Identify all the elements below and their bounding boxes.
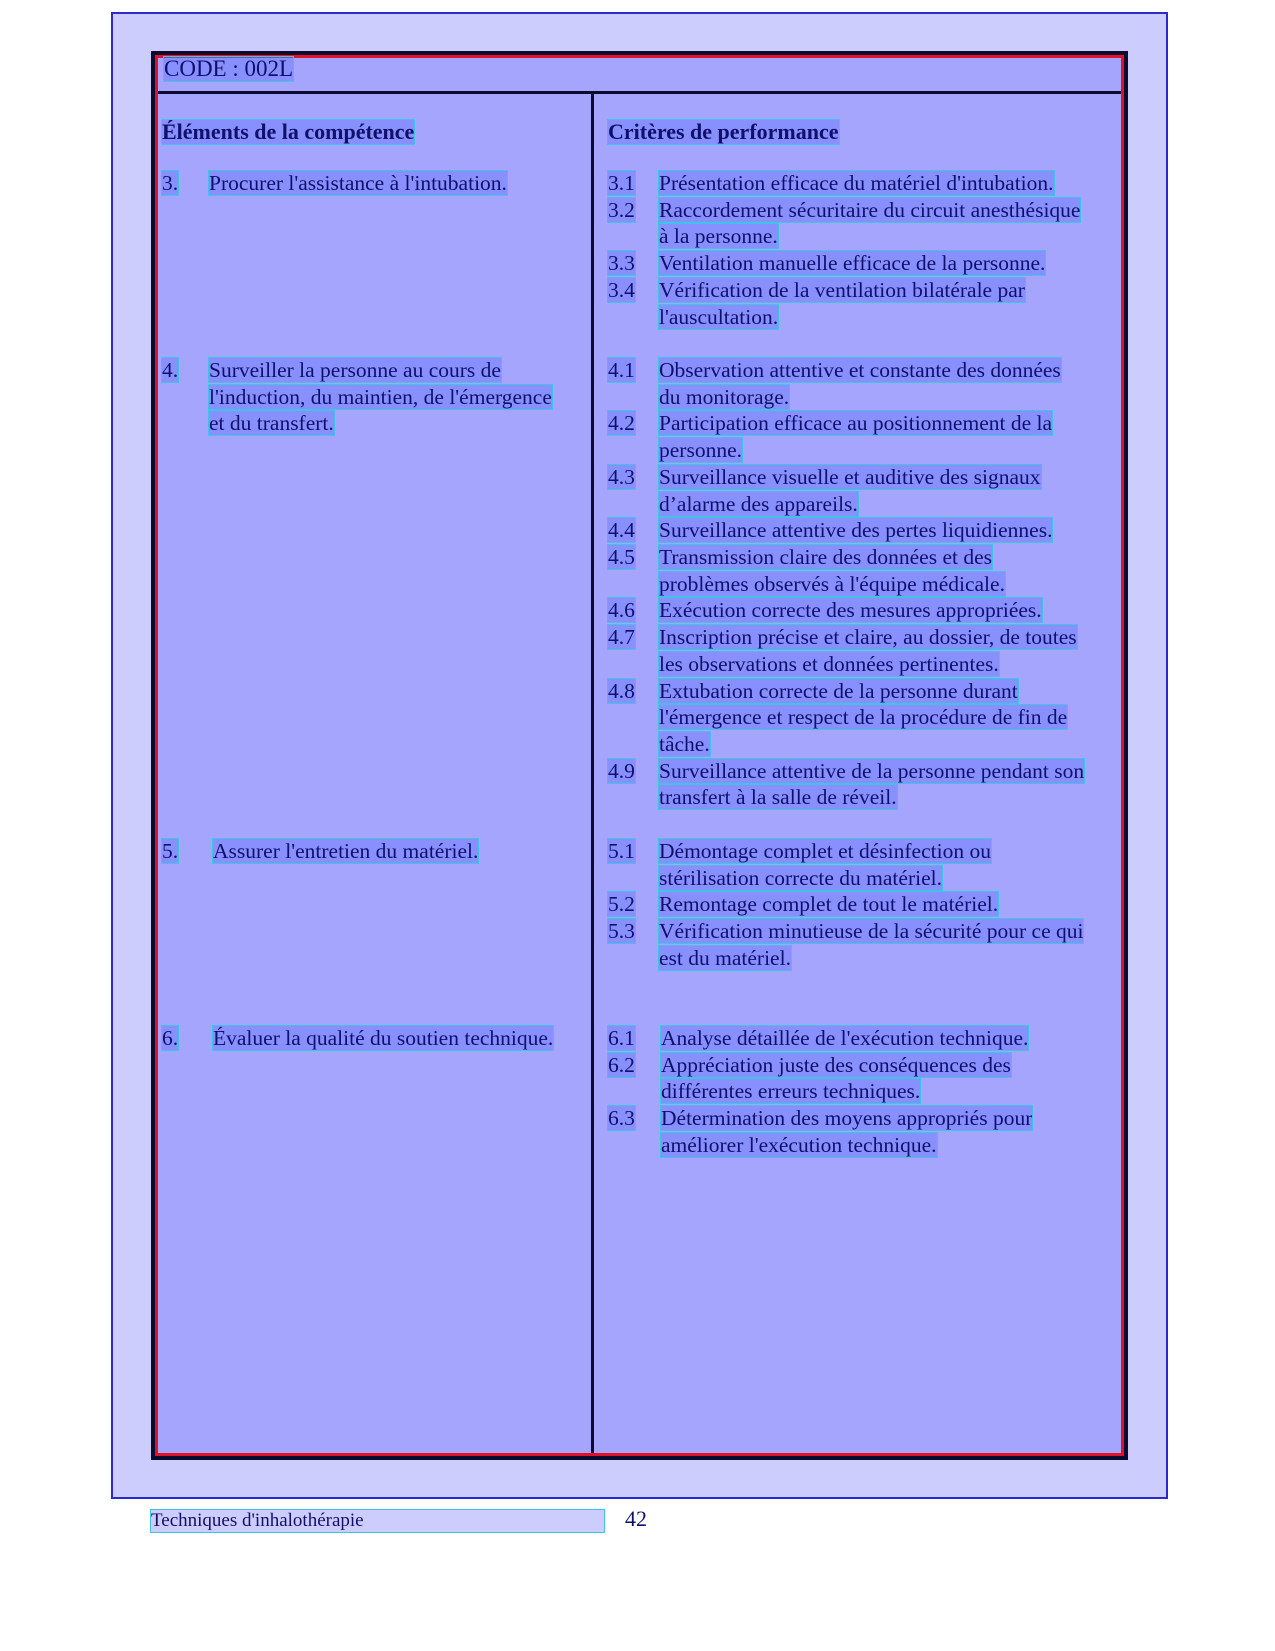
criterion-number: 4.1 — [608, 358, 635, 382]
criterion-text: stérilisation correcte du matériel. — [659, 866, 942, 890]
criterion-number: 5.2 — [608, 892, 635, 916]
element-text: Procurer l'assistance à l'intubation. — [209, 171, 507, 195]
elements-header: Éléments de la compétence — [162, 119, 415, 144]
criterion-text: l'auscultation. — [659, 305, 779, 329]
criterion-text: Vérification de la ventilation bilatérale par — [659, 278, 1025, 302]
element-number: 6. — [162, 1026, 179, 1050]
column-divider — [591, 94, 594, 1453]
criterion-text: d’alarme des appareils. — [659, 492, 858, 516]
criterion-number: 3.1 — [608, 171, 635, 195]
element-number: 3. — [162, 171, 179, 195]
criterion-text: Présentation efficace du matériel d'intubation. — [659, 171, 1054, 195]
criterion-text: tâche. — [659, 732, 710, 756]
element-text: l'induction, du maintien, de l'émergence — [209, 385, 552, 409]
criterion-text: personne. — [659, 438, 742, 462]
criterion-number: 3.4 — [608, 278, 635, 302]
criterion-number: 4.7 — [608, 625, 635, 649]
criterion-number: 6.3 — [608, 1106, 635, 1130]
competency-table — [151, 51, 1128, 1460]
criterion-number: 3.3 — [608, 251, 635, 275]
criterion-text: Surveillance attentive de la personne pendant son — [659, 759, 1085, 783]
criterion-number: 5.1 — [608, 839, 635, 863]
criterion-text: Vérification minutieuse de la sécurité pour ce qui — [659, 919, 1084, 943]
criterion-text: les observations et données pertinentes. — [659, 652, 999, 676]
criterion-number: 3.2 — [608, 198, 635, 222]
criterion-text: Observation attentive et constante des données — [659, 358, 1061, 382]
element-number: 5. — [162, 839, 179, 863]
criterion-number: 6.1 — [608, 1026, 635, 1050]
criterion-text: Surveillance attentive des pertes liquidiennes. — [659, 518, 1053, 542]
criterion-text: Inscription précise et claire, au dossier, de toutes — [659, 625, 1077, 649]
criterion-text: transfert à la salle de réveil. — [659, 785, 897, 809]
criterion-text: du monitorage. — [659, 385, 790, 409]
criterion-text: Participation efficace au positionnement de la — [659, 411, 1053, 435]
element-text: Assurer l'entretien du matériel. — [213, 839, 479, 863]
criterion-number: 4.4 — [608, 518, 635, 542]
criterion-text: Extubation correcte de la personne durant — [659, 679, 1018, 703]
page-number: 42 — [625, 1506, 647, 1531]
footer-program-title: Techniques d'inhalothérapie — [151, 1510, 604, 1532]
criterion-text: Surveillance visuelle et auditive des signaux — [659, 465, 1041, 489]
criterion-text: Analyse détaillée de l'exécution technique. — [661, 1026, 1029, 1050]
criterion-text: Exécution correcte des mesures appropriées. — [659, 598, 1042, 622]
criterion-text: Transmission claire des données et des — [659, 545, 992, 569]
criterion-number: 6.2 — [608, 1053, 635, 1077]
criterion-text: Raccordement sécuritaire du circuit anesthésique — [659, 198, 1081, 222]
criterion-text: Appréciation juste des conséquences des — [661, 1053, 1011, 1077]
criterion-number: 4.8 — [608, 679, 635, 703]
criterion-text: l'émergence et respect de la procédure de fin de — [659, 705, 1068, 729]
code-label: CODE : 002L — [164, 56, 294, 81]
criterion-text: Ventilation manuelle efficace de la personne. — [659, 251, 1046, 275]
criterion-text: améliorer l'exécution technique. — [661, 1133, 937, 1157]
code-row-divider — [158, 91, 1121, 94]
criterion-text: Remontage complet de tout le matériel. — [659, 892, 999, 916]
criterion-text: à la personne. — [659, 224, 778, 248]
criterion-text: problèmes observés à l'équipe médicale. — [659, 572, 1005, 596]
criterion-number: 4.3 — [608, 465, 635, 489]
criterion-text: est du matériel. — [659, 946, 791, 970]
criterion-number: 4.2 — [608, 411, 635, 435]
element-number: 4. — [162, 358, 179, 382]
criterion-number: 4.6 — [608, 598, 635, 622]
criterion-number: 4.5 — [608, 545, 635, 569]
criterion-number: 5.3 — [608, 919, 635, 943]
criterion-text: Détermination des moyens appropriés pour — [661, 1106, 1033, 1130]
criterion-number: 4.9 — [608, 759, 635, 783]
criteria-header: Critères de performance — [608, 119, 839, 144]
element-text: et du transfert. — [209, 411, 334, 435]
criterion-text: Démontage complet et désinfection ou — [659, 839, 991, 863]
element-text: Évaluer la qualité du soutien technique. — [213, 1026, 554, 1050]
element-text: Surveiller la personne au cours de — [209, 358, 501, 382]
criterion-text: différentes erreurs techniques. — [661, 1079, 921, 1103]
